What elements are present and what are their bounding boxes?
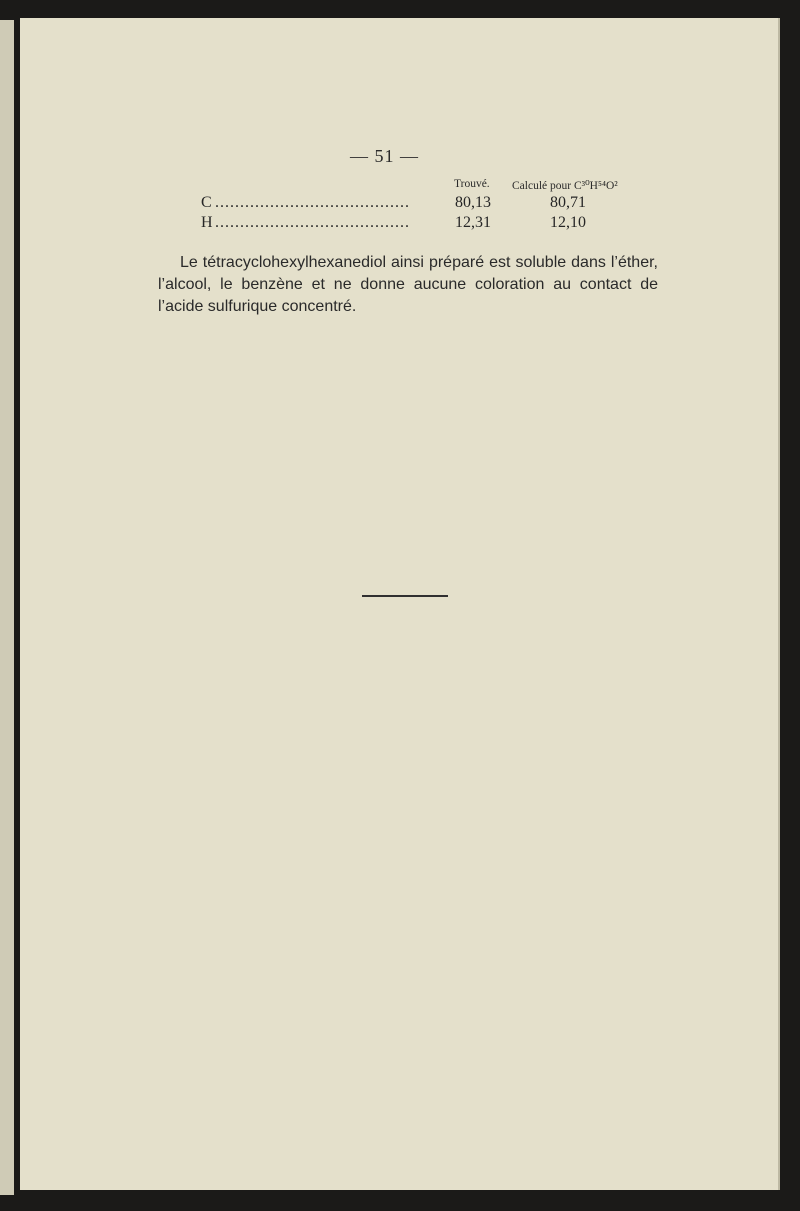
page-number: — 51 — [350, 146, 419, 166]
calculated-value: 80,71 [550, 194, 586, 211]
found-value: 12,31 [455, 214, 491, 231]
previous-page-edge [0, 20, 14, 1195]
table-row [201, 214, 641, 234]
calculated-value: 12,10 [550, 214, 586, 231]
document-page [20, 18, 780, 1190]
dot-leader: ....................................... [215, 194, 410, 211]
column-header-calculated: Calculé pour C³⁰H⁵⁴O² [512, 180, 618, 192]
dot-leader: ....................................... [215, 214, 410, 231]
body-paragraph: Le tétracyclohexylhexanediol ainsi préparé est soluble dans l’éther, l’alcool, le benzène et ne donne aucune coloration au contact de l’acide sulfurique concentré. [158, 254, 658, 315]
table-row [201, 194, 641, 214]
element-label: C [201, 194, 212, 211]
found-value: 80,13 [455, 194, 491, 211]
section-rule [362, 595, 448, 597]
column-header-found: Trouvé. [454, 178, 490, 190]
element-label: H [201, 214, 213, 231]
